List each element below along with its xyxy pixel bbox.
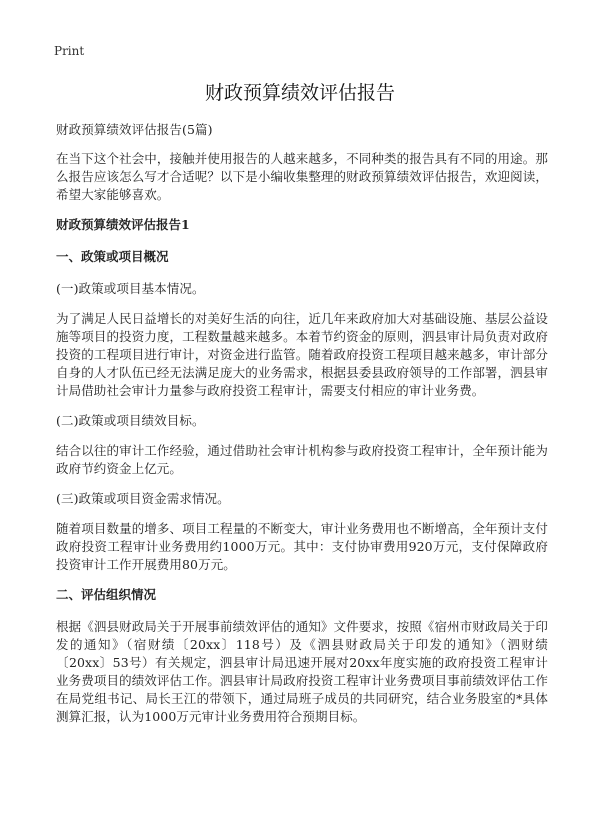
document-title: 财政预算绩效评估报告 xyxy=(204,82,395,104)
section-heading-organization: 二、评估组织情况 xyxy=(56,587,157,602)
subheading-funding: (三)政策或项目资金需求情况。 xyxy=(56,491,230,506)
print-link[interactable]: Print xyxy=(54,44,85,58)
document-subtitle: 财政预算绩效评估报告(5篇) xyxy=(56,122,213,137)
section-heading-overview: 一、政策或项目概况 xyxy=(56,249,169,264)
paragraph-organization: 根据《泗县财政局关于开展事前绩效评估的通知》文件要求，按照《宿州市财政局关于印发的通知》（宿财绩〔20xx〕118号）及《泗县财政局关于印发的通知》（泗财绩〔20xx〕53号）有关规定，泗县审计局迅速开展对20xx年度实施的政府投资工程审计业务费项目的绩效评估工作。泗县审计局政府投资工程审计业务费项目事前绩效评估工作在局党组书记、局长王江的带领下，通过局班子成员的共同研究，结合业务股室的*具体测算汇报，认为1000万元审计业务费用符合预期目标。 xyxy=(56,619,548,724)
subheading-basic-info: (一)政策或项目基本情况。 xyxy=(56,281,205,296)
report-heading: 财政预算绩效评估报告1 xyxy=(56,217,190,232)
paragraph-goals: 结合以往的审计工作经验，通过借助社会审计机构参与政府投资工程审计，全年预计能为政府节约资金上亿元。 xyxy=(56,443,548,476)
paragraph-basic-info: 为了满足人民日益增长的对美好生活的向往，近几年来政府加大对基础设施、基层公益设施等项目的投资力度，工程数量越来越多。本着节约资金的原则，泗县审计局负责对政府投资的工程项目进行审计，对资金进行监管。随着政府投资工程项目越来越多，审计部分自身的人才队伍已经无法满足庞大的业务需求，根据县委县政府领导的工作部署，泗县审计局借助社会审计力量参与政府投资工程审计，需要支付相应的审计业务费。 xyxy=(56,311,548,398)
subheading-goals: (二)政策或项目绩效目标。 xyxy=(56,413,205,428)
document-body xyxy=(56,121,548,738)
intro-paragraph: 在当下这个社会中，接触并使用报告的人越来越多，不同种类的报告具有不同的用途。那么报告应该怎么写才合适呢？以下是小编收集整理的财政预算绩效评估报告，欢迎阅读，希望大家能够喜欢。 xyxy=(56,151,548,202)
paragraph-funding: 随着项目数量的增多、项目工程量的不断变大，审计业务费用也不断增高，全年预计支付政府投资工程审计业务费用约1000万元。其中：支付协审费用920万元，支付保障政府投资审计工作开展费用80万元。 xyxy=(56,521,548,572)
